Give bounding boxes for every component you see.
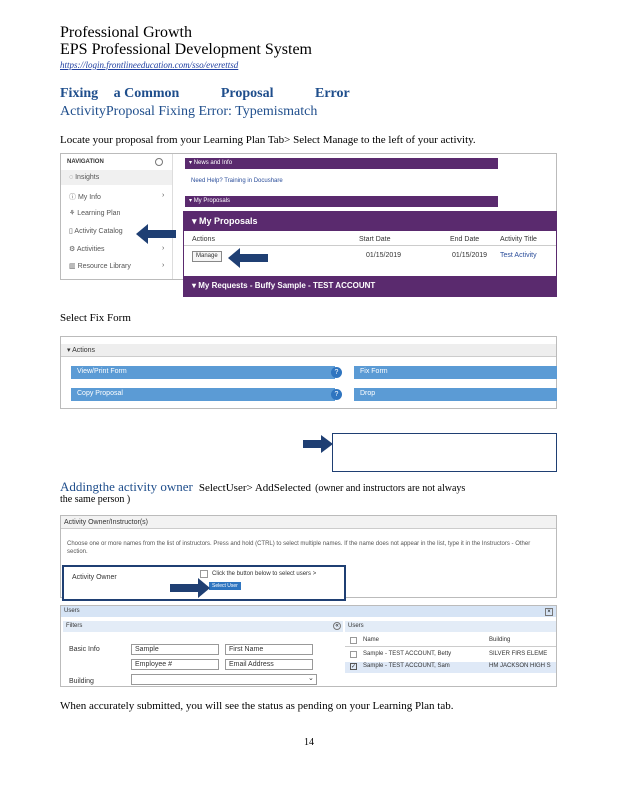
select-all-checkbox[interactable] [350, 637, 357, 644]
my-proposals-header[interactable]: ▾ My Proposals [184, 212, 556, 231]
nav-label: Activities [76, 246, 105, 253]
owner-section-header: Activity Owner/Instructor(s) [61, 516, 556, 529]
section-heading-fixing [60, 86, 350, 102]
instruction-select-user: SelectUser> AddSelected [198, 482, 312, 494]
chevron-down-icon[interactable]: ⌄ [308, 675, 314, 682]
learning-plan-icon: ⚘ [69, 210, 78, 217]
screenshot-actions [60, 336, 557, 409]
info-icon: ⓘ [69, 194, 78, 201]
news-text[interactable]: Need Help? Training in Docushare [191, 178, 283, 184]
my-proposals-title: My Proposals [199, 216, 258, 226]
nav-label: Resource Library [77, 263, 131, 270]
users-list-header: Users [345, 621, 556, 632]
heading-word: a Common [113, 86, 180, 101]
nav-title: NAVIGATION [67, 159, 104, 165]
my-requests-bar[interactable]: ▾ My Requests - Buffy Sample - TEST ACCOUNT [184, 276, 556, 296]
heading-word: Proposal [220, 86, 274, 101]
nav-item-activity-catalog[interactable] [69, 227, 123, 235]
news-bar[interactable]: ▾ News and Info [185, 158, 498, 169]
activity-owner-label: Activity Owner [72, 574, 117, 581]
select-user-button[interactable]: Select User [209, 582, 241, 590]
nav-item-learning-plan[interactable] [69, 209, 120, 217]
activities-icon: ⚙ [69, 246, 77, 253]
callout-box [332, 433, 557, 472]
insights-icon: ◌ [69, 174, 76, 181]
news-bar-label: News and Info [193, 160, 233, 166]
table-row[interactable] [345, 662, 556, 673]
library-icon: ▥ [69, 263, 78, 270]
nav-label: Learning Plan [77, 210, 121, 217]
my-requests-title: My Requests - Buffy Sample - TEST ACCOUNT [198, 281, 376, 290]
col-end-date[interactable]: End Date [450, 236, 480, 243]
arrow-left-icon [228, 248, 268, 268]
row-checkbox-checked[interactable]: ✓ [351, 664, 357, 670]
heading-word: Fixing [60, 86, 99, 101]
nav-collapse-icon[interactable] [155, 158, 163, 166]
fix-form-button[interactable]: Fix Form [354, 366, 557, 379]
table-row[interactable] [345, 650, 556, 661]
doc-subtitle: EPS Professional Development System [60, 41, 312, 58]
nav-item-resource-library[interactable] [69, 262, 165, 270]
filters-header[interactable]: Filters [63, 621, 343, 632]
chevron-right-icon: › [162, 245, 165, 252]
manage-button[interactable]: Manage [192, 251, 222, 262]
user-name: Sample - TEST ACCOUNT, Betty [363, 651, 452, 657]
close-icon[interactable]: × [545, 608, 553, 616]
section-heading-adding: Addingthe activity owner [60, 479, 193, 494]
copy-proposal-button[interactable]: Copy Proposal [71, 388, 335, 401]
building-label: Building [69, 678, 94, 685]
first-name-field[interactable]: First Name [225, 644, 313, 655]
col-actions: Actions [192, 236, 215, 243]
login-url-link[interactable]: https://login.frontlineeducation.com/sso/everettsd [60, 60, 239, 70]
owner-info-text: Choose one or more names from the list of instructors. Press and hold (CTRL) to select multiple names. If the name does not appear in the list, type it in the Instructors - Other section. [67, 541, 531, 555]
instruction-fix-form: Select Fix Form [60, 312, 131, 324]
drop-button[interactable]: Drop [354, 388, 557, 401]
filters-collapse-icon[interactable]: « [333, 622, 341, 630]
employee-number-field[interactable]: Employee # [131, 659, 219, 670]
actions-header[interactable]: ▾ Actions [61, 344, 556, 357]
actions-label: Actions [72, 347, 96, 354]
owner-hint: Click the button below to select users > [212, 571, 317, 577]
nav-label: Insights [75, 174, 100, 181]
catalog-icon: ▯ [69, 228, 75, 235]
col-start-date[interactable]: Start Date [359, 236, 391, 243]
help-icon[interactable]: ? [331, 389, 342, 400]
chevron-right-icon: › [162, 192, 165, 199]
navigation-panel [61, 154, 173, 279]
proposals-table-header [184, 234, 556, 246]
user-building: SILVER FIRS ELEME [489, 651, 548, 657]
chevron-right-icon: › [162, 262, 165, 269]
arrow-right-icon [170, 578, 210, 598]
building-select[interactable] [131, 674, 317, 685]
arrow-right-icon [303, 435, 333, 453]
screenshot-users [60, 605, 557, 687]
owner-note: (owner and instructors are not always [315, 483, 466, 494]
nav-label: My Info [77, 194, 101, 201]
view-print-form-button[interactable]: View/Print Form [71, 366, 335, 379]
proposals-bar[interactable]: ▾ My Proposals [185, 196, 498, 207]
row-activity-title[interactable]: Test Activity [500, 252, 537, 259]
users-dialog-title: Users [61, 606, 556, 617]
section-subheading: ActivityProposal Fixing Error: Typemismatch [60, 104, 318, 119]
row-start-date: 01/15/2019 [366, 252, 402, 259]
doc-title: Professional Growth [60, 24, 192, 41]
col-activity-title[interactable]: Activity Title [500, 236, 537, 243]
arrow-left-icon [136, 224, 176, 244]
proposals-bar-label: My Proposals [193, 198, 231, 204]
nav-label: Activity Catalog [74, 228, 123, 235]
row-end-date: 01/15/2019 [452, 252, 488, 259]
page-number: 14 [304, 737, 314, 748]
user-name: Sample - TEST ACCOUNT, Sam [363, 663, 450, 669]
heading-word: Error [315, 86, 350, 101]
nav-item-activities[interactable] [69, 245, 165, 253]
owner-checkbox[interactable] [200, 570, 208, 578]
owner-note-2: the same person ) [60, 494, 131, 505]
basic-info-label: Basic Info [69, 646, 100, 653]
final-instruction: When accurately submitted, you will see the status as pending on your Learning Plan tab. [60, 700, 454, 712]
col-name[interactable]: Name [363, 637, 380, 643]
email-address-field[interactable]: Email Address [225, 659, 313, 670]
help-icon[interactable]: ? [331, 367, 342, 378]
row-checkbox[interactable] [350, 651, 357, 658]
users-list-columns [345, 636, 556, 647]
nav-item-insights[interactable] [69, 174, 99, 181]
last-name-field[interactable]: Sample [131, 644, 219, 655]
nav-item-my-info[interactable] [69, 192, 165, 202]
instruction-locate: Locate your proposal from your Learning Plan Tab> Select Manage to the left of your activity. [60, 134, 476, 146]
col-building[interactable]: Building [489, 637, 511, 643]
user-building: HM JACKSON HIGH S [489, 663, 551, 669]
